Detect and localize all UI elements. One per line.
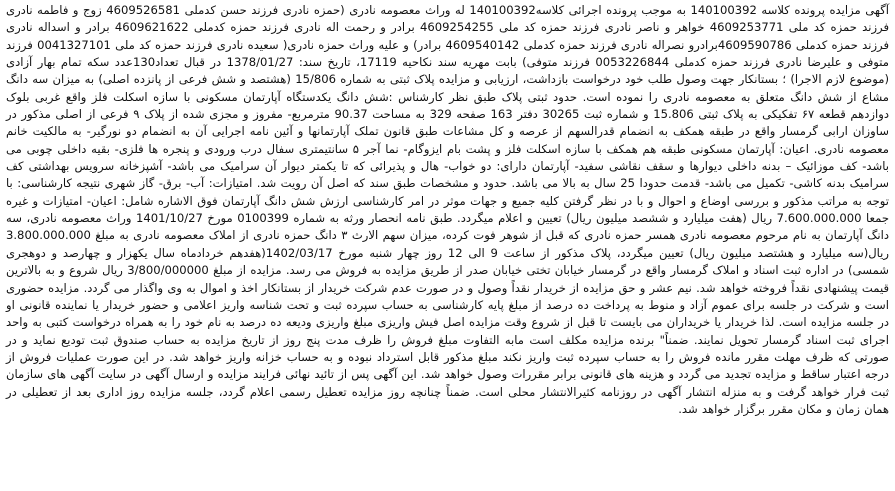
- auction-notice-text: آگهی مزایده پرونده کلاسه 140100392 به موجب پرونده اجرائی کلاسه140100392 له وراث معصومه نادری (حمزه نادری فرزند حسن کدملی 4609526581 زوج و فاطمه نادری فرزند حمزه کد ملی 4609253771 خواهر و ناصر نادری فرزند حمزه کد ملی 4609254255 برادر و رحمت اله نادری فرزند حمزه کدملی 4609621622 برادر و اسداله نادری فرزند حمزه کدملی 4609590786برادرو نصراله نادری فرزند حمزه کدملی 4609540142 برادر) و علیه وراث حمزه نادری( سعیده نادری فرزند حمزه کد ملی 0041327101 فرزند متوفی و علیرضا نادری فرزند حمزه کدملی 0053226844 فرزند متوفی) بابت مهریه سند نکاحیه 17119، تاریخ سند: 1378/01/27 در قبال تعداد130عدد سکه تمام بهار آزادی (موضوع لازم الاجرا) ؛ بستانکار جهت وصول طلب خود درخواست بازداشت، ارزیابی و مزایده پلاک ثبتی به شماره 15/806 (هشتصد و شش فرعی از پانزده اصلی) به میزان سه دانگ مشاع از شش دانگ متعلق به معصومه نادری را نموده است. حدود ثبتی پلاک طبق نظر کارشناس :شش دانگ یکدستگاه آپارتمان مسکونی با سازه اسکلت فلز واقع غربی بلوک دوازدهم قطعه ۶۷ تفکیکی به پلاک ثبتی 15.806 و شماره ثبت 30265 دفتر 163 صفحه 329 به مساحت 90.37 مترمربع- مفروز و مجزی شده از پلاک ۹ فرعی از اصلی مذکور در ساوزان ارابی گرمسار واقع در طبقه همکف به انضمام قدرالسهم از عرصه و کل مشاعات طبق قانون تملک آپارتمانها و آئین نامه اجرایی آن به انضمام دو نورگیر- به مالکیت خانم معصومه نادری. اعیان: آپارتمان مسکونی طبقه هم همکف با سازه اسکلت فلز و پشت بام ایزوگام- نما آجر ۵ سانتیمتری سفال درب ورودی و پنجره ها فلزی- بقیه داخلی چوبی می باشد- کف موزائیک – بدنه داخلی دیوارها و سقف نقاشی سفید- آپارتمان دارای: دو خواب- هال و پذیرائی که تا یکمتر دیوار آن سرامیک می باشد- آشپزخانه سرویس بهداشتی کف سرامیک بدنه کاشی- تکمیل می باشد- قدمت حدودا 25 سال به بالا می باشد. حدود و مشخصات طبق سند که اصل آن رویت شد. امتیازات: آب- برق- گاز شهری نتیجه کارشناسی: با توجه به مراتب مذکور و بررسی اوضاع و احوال و با در نظر گرفتن کلیه جمیع و جهات موثر در امر کارشناسی ارزش شش دانگ آپارتمان فوق الاشاره شامل: اعیان- امتیازات و غیره جمعا 7.600.000.000 ریال (هفت میلیارد و ششصد میلیون ریال) تعیین و اعلام میگردد. طبق نامه انحصار ورثه به شماره 0100399 مورخ 1401/10/27 وراث معصومه نادری، سه دانگ آپارتمان به نام مرحوم معصومه نادری همسر حمزه نادری که قبل از شوهر فوت کرده، میزان سهم الارث ۳ دانگ حمزه نادری از املاک معصومه نادری به مبلغ 3.800.000.000 ریال(سه میلیارد و هشتصد میلیون ریال) تعیین میگردد، پلاک مذکور از ساعت 9 الی 12 روز چهار شنبه مورخ 1402/03/17(هفدهم خردادماه سال یکهزار و چهارصد و دوهجری شمسی) در اداره ثبت اسناد و املاک گرمسار واقع در گرمسار خیابان تختی خیابان صدر از طریق مزایده به فروش می رسد. مزایده از مبلغ 3/800/000000 ریال شروع و به بالاترین قیمت پیشنهادی نقداً فروخته خواهد شد. نیم عشر و حق مزایده از خریدار نقداً وصول و در صورت عدم شرکت خریدار از بستانکار اخذ و اموال به وی واگذار می گردد. مزایده حضوری است و شرکت در جلسه برای عموم آزاد و منوط به پرداخت ده درصد از مبلغ پایه کارشناسی به حساب سپرده ثبت و تحت شناسه واریز اعلامی و حضور خریدار یا نماینده قانونی او در جلسه مزایده است. لذا خریدار یا خریداران می بایست تا قبل از شروع وقت مزایده اصل فیش واریزی مبلغ واریزی ودیعه ده درصد به نام خود را به همراه درخواست کتبی به واحد اجرای ثبت اسناد گرمسار تحویل نمایند. ضمناً" برنده مزایده مکلف است مابه التفاوت مبلغ فروش را ظرف مدت پنج روز از تاریخ مزایده به حساب صندوق ثبت تودیع نماید و در صورتی که ظرف مهلت مقرر مانده فروش را به حساب سپرده ثبت واریز نکند مبلغ مذکور قابل استرداد نبوده و به حساب خزانه واریز خواهد شد. در این صورت عملیات فروش از درجه اعتبار ساقط و مزایده تجدید می گردد و هزینه های قانونی برابر مقررات وصول خواهد شد. این آگهی پس از تائید نهائی فرایند مزایده و ارسال آگهی در سایت آگهی های سازمان ثبت فرار خواهد گرفت و به منزله انتشار آگهی در روزنامه کثیرالانتشار محلی است. ضمناً چنانچه روز مزایده تعطیل رسمی اعلام گردد، جلسه مزایده روز اداری بعد از تعطیلی در همان زمان و مکان مقرر برگزار خواهد شد.: [6, 3, 890, 416]
